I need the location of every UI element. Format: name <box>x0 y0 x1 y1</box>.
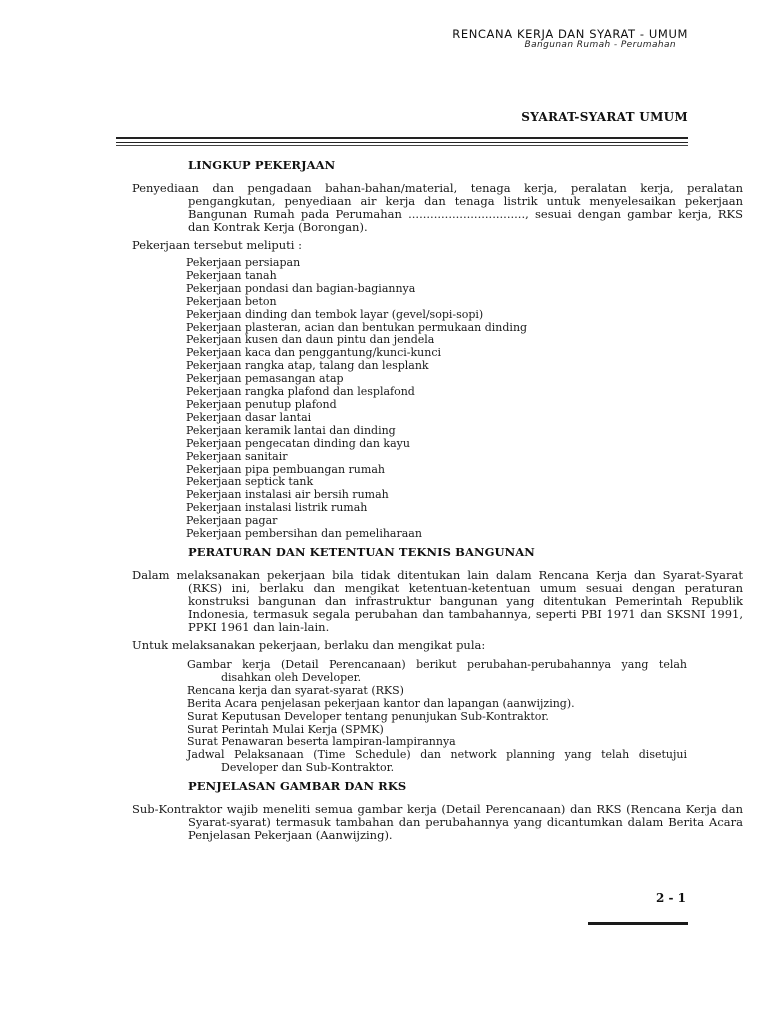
section-heading-lingkup: LINGKUP PEKERJAAN <box>188 158 336 172</box>
section3-paragraph: Sub-Kontraktor wajib meneliti semua gambar kerja (Detail Perencanaan) dan RKS (Rencana Kerja dan Syarat-syarat) termasuk tambahan dan perubahannya yang dicantumkan dalam Berita Acara Penjelasan Pekerjaan (Aanwijzing). <box>132 802 743 842</box>
list-item: Surat Penawaran beserta lampiran-lampirannya <box>187 735 456 749</box>
section1-intro: Pekerjaan tersebut meliputi : <box>132 238 302 252</box>
list-item: Pekerjaan pemasangan atap <box>186 372 344 386</box>
list-item: Pekerjaan kusen dan daun pintu dan jendela <box>186 333 435 347</box>
section2-paragraph: Dalam melaksanakan pekerjaan bila tidak ditentukan lain dalam Rencana Kerja dan Syarat-Syarat (RKS) ini, berlaku dan mengikat ketentuan-ketentuan umum sesuai dengan peraturan konstruksi bangunan dan infrastruktur bangunan yang ditentukan Pemerintah Republik Indonesia, termasuk segala perubahan dan tambahannya, seperti PBI 1971 dan SKSNI 1991, PPKI 1961 dan lain-lain. <box>132 568 743 634</box>
binding-documents-list <box>187 659 687 775</box>
list-item: Pekerjaan penutup plafond <box>186 397 337 411</box>
list-item: Pekerjaan dinding dan tembok layar (gevel/sopi-sopi) <box>186 307 484 321</box>
page-number: 2 - 1 <box>655 891 686 905</box>
list-item: Pekerjaan pembersihan dan pemeliharaan <box>186 527 422 541</box>
list-item: Pekerjaan sanitair <box>186 449 288 463</box>
list-item: Pekerjaan keramik lantai dan dinding <box>186 423 396 437</box>
list-item: Rencana kerja dan syarat-syarat (RKS) <box>187 683 404 697</box>
list-item: Gambar kerja (Detail Perencanaan) berikut perubahan-perubahannya yang telah disahkan oleh Developer. <box>187 658 687 684</box>
list-item: Pekerjaan pipa pembuangan rumah <box>186 462 385 476</box>
list-item: Pekerjaan septick tank <box>186 475 314 489</box>
list-item: Pekerjaan rangka plafond dan lesplafond <box>186 385 415 399</box>
title-rule-thin-2 <box>116 145 688 146</box>
title-rule-thin <box>116 142 688 143</box>
header-title: RENCANA KERJA DAN SYARAT - UMUM <box>452 27 688 41</box>
list-item: Jadwal Pelaksanaan (Time Schedule) dan network planning yang telah disetujui Developer dan Sub-Kontraktor. <box>187 748 687 775</box>
list-item: Pekerjaan dasar lantai <box>186 410 312 424</box>
list-item: Berita Acara penjelasan pekerjaan kantor dan lapangan (aanwijzing). <box>187 696 575 710</box>
list-item: Pekerjaan plasteran, acian dan bentukan permukaan dinding <box>186 320 528 334</box>
work-items-list <box>186 257 656 541</box>
list-item: Pekerjaan pengecatan dinding dan kayu <box>186 436 410 450</box>
list-item: Pekerjaan pondasi dan bagian-bagiannya <box>186 281 416 295</box>
list-item: Pekerjaan tanah <box>186 268 277 282</box>
section1-paragraph: Penyediaan dan pengadaan bahan-bahan/material, tenaga kerja, peralatan kerja, peralatan pengangkutan, penyediaan air kerja dan tenaga listrik untuk menyelesaikan pekerjaan Bangunan Rumah pada Perumahan ................................, sesuai dengan gambar kerja, RKS dan Kontrak Kerja (Borongan). <box>132 181 743 234</box>
list-item: Pekerjaan beton <box>186 294 277 308</box>
list-item: Pekerjaan rangka atap, talang dan lesplank <box>186 359 429 373</box>
header-subtitle: Bangunan Rumah - Perumahan <box>524 40 676 50</box>
footer-rule <box>588 922 688 925</box>
list-item: Pekerjaan persiapan <box>186 256 301 269</box>
document-title: SYARAT-SYARAT UMUM <box>521 110 688 124</box>
list-item: Pekerjaan instalasi air bersih rumah <box>186 488 389 502</box>
list-item: Surat Keputusan Developer tentang penunjukan Sub-Kontraktor. <box>187 709 549 723</box>
list-item: Pekerjaan instalasi listrik rumah <box>186 501 368 515</box>
section-heading-penjelasan: PENJELASAN GAMBAR DAN RKS <box>188 779 407 793</box>
section2-intro: Untuk melaksanakan pekerjaan, berlaku dan mengikat pula: <box>132 638 486 652</box>
title-rule-thick <box>116 137 688 139</box>
list-item: Pekerjaan kaca dan penggantung/kunci-kunci <box>186 346 442 360</box>
list-item: Surat Perintah Mulai Kerja (SPMK) <box>187 722 384 736</box>
section-heading-peraturan: PERATURAN DAN KETENTUAN TEKNIS BANGUNAN <box>188 545 535 559</box>
list-item: Pekerjaan pagar <box>186 514 278 528</box>
